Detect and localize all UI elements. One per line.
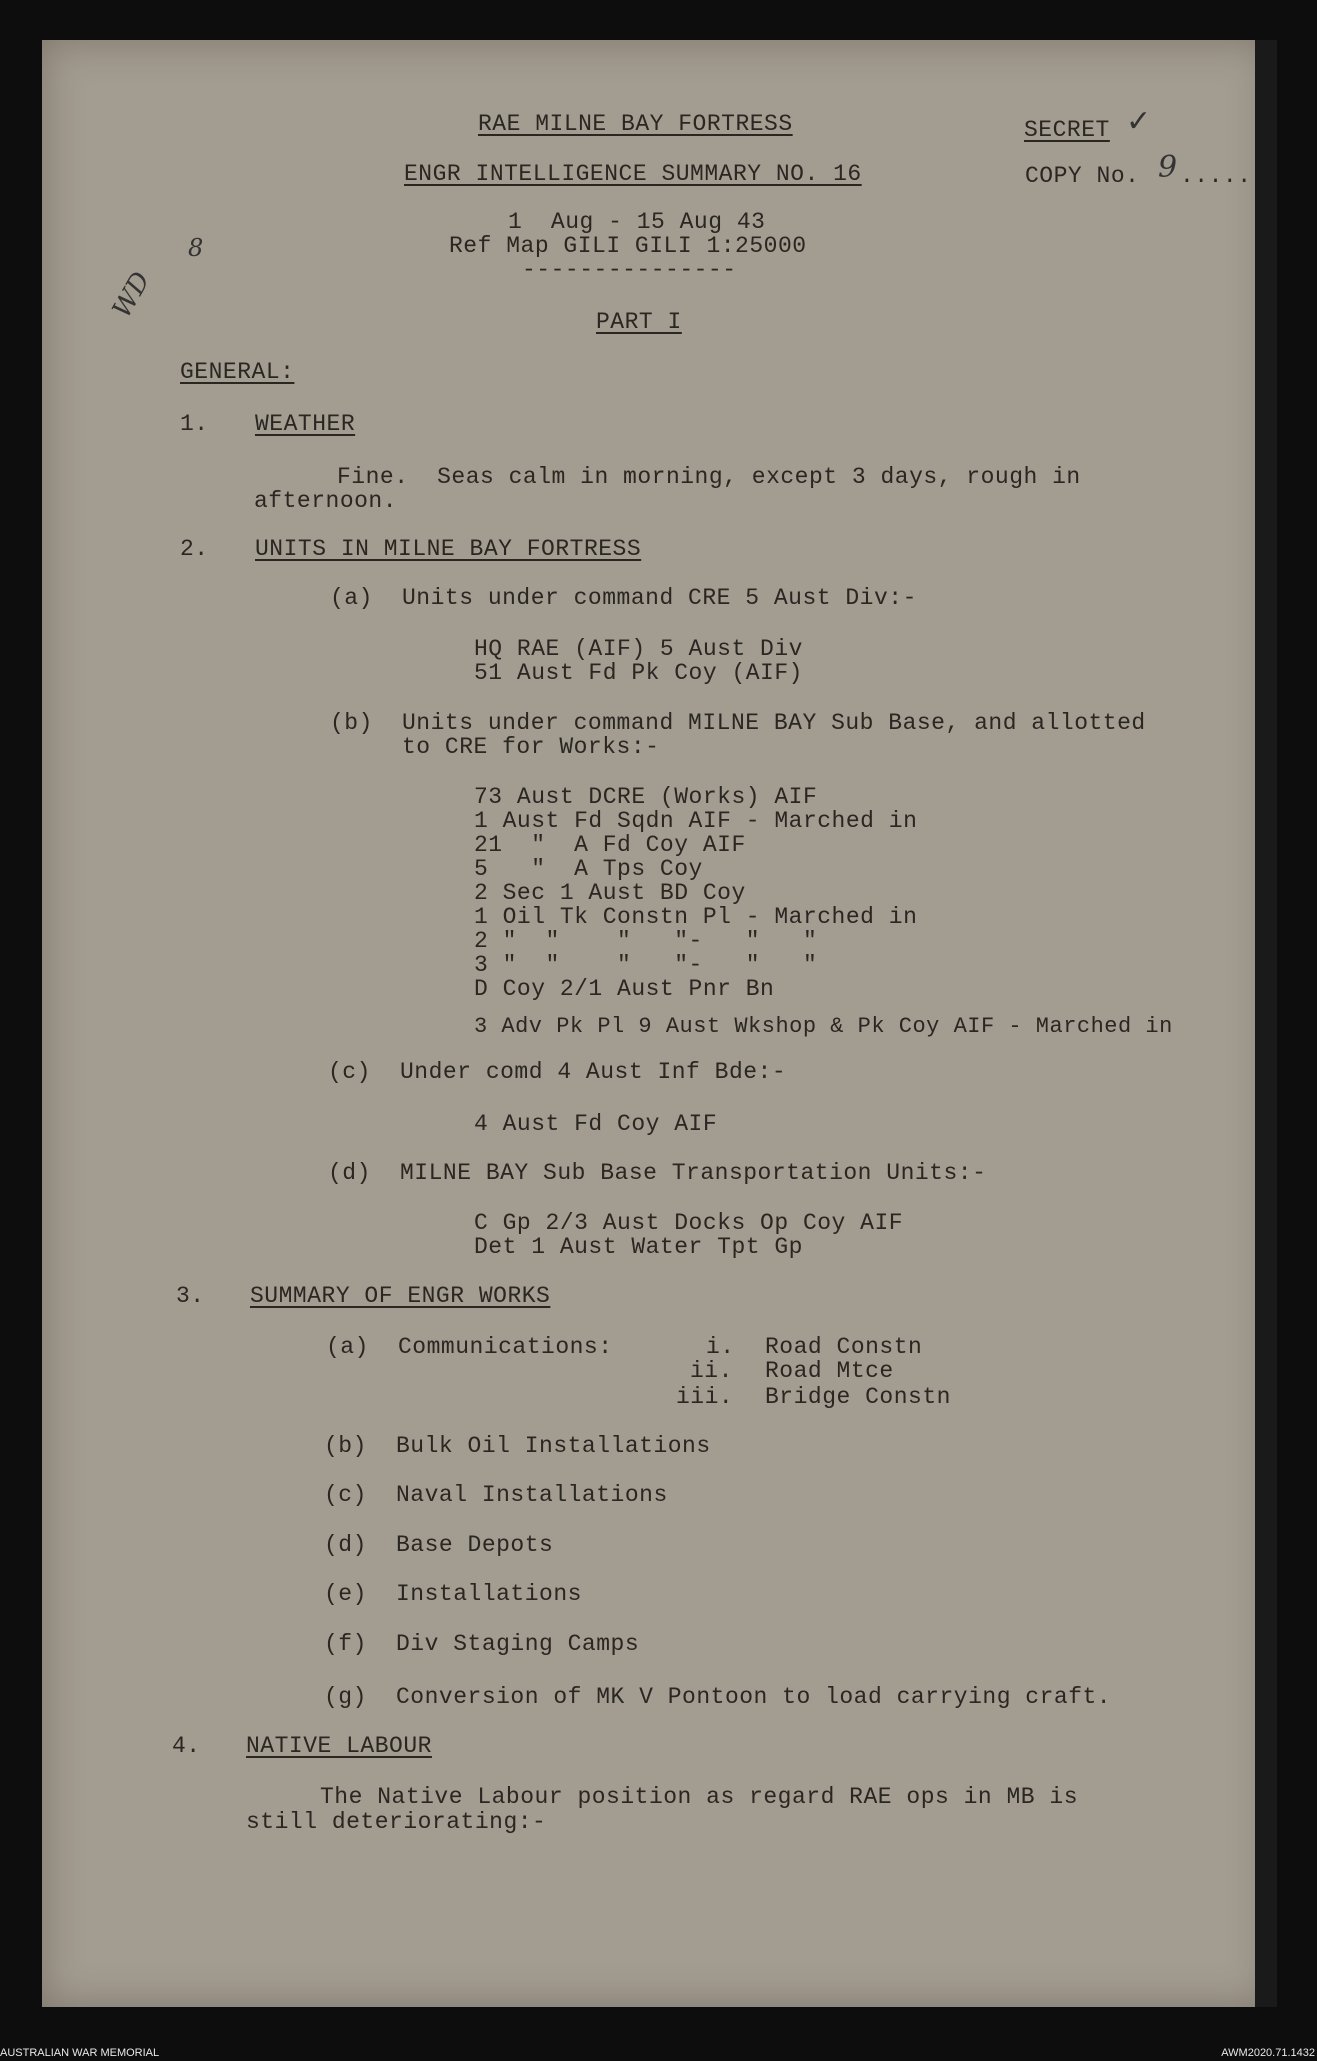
section-3-title: SUMMARY OF ENGR WORKS (250, 1283, 551, 1309)
item-text: Communications: (398, 1334, 613, 1360)
unit-line: 4 Aust Fd Coy AIF (474, 1111, 718, 1137)
item-text: to CRE for Works:- (402, 734, 660, 760)
item-label: (d) (328, 1160, 371, 1186)
ref-map: Ref Map GILI GILI 1:25000 (449, 233, 807, 259)
comms-num: ii. (690, 1358, 733, 1384)
item-text: Under comd 4 Aust Inf Bde:- (400, 1059, 787, 1085)
section-2-number: 2. (180, 536, 209, 562)
item-label: (f) (324, 1631, 367, 1657)
part-heading: PART I (596, 309, 682, 335)
item-text: Units under command MILNE BAY Sub Base, and allotted (402, 710, 1146, 736)
unit-line: Det 1 Aust Water Tpt Gp (474, 1234, 803, 1260)
unit-line: 3 " " " "- " " (474, 952, 818, 978)
item-text: Naval Installations (396, 1482, 668, 1508)
comms-num: i. (706, 1334, 735, 1360)
section-4-title: NATIVE LABOUR (246, 1733, 432, 1759)
item-text: Installations (396, 1581, 582, 1607)
unit-line: 51 Aust Fd Pk Coy (AIF) (474, 660, 803, 686)
item-text: Units under command CRE 5 Aust Div:- (402, 585, 917, 611)
item-label: (e) (324, 1581, 367, 1607)
unit-line: 5 " A Tps Coy (474, 856, 703, 882)
item-text: MILNE BAY Sub Base Transportation Units:- (400, 1160, 987, 1186)
copy-dots: ..... (1180, 163, 1252, 189)
section-1-text: afternoon. (254, 488, 398, 514)
item-label: (a) (326, 1334, 369, 1360)
comms-text: Bridge Constn (765, 1384, 951, 1410)
classification: SECRET (1024, 117, 1110, 143)
unit-line: 2 Sec 1 Aust BD Coy (474, 880, 746, 906)
unit-line: D Coy 2/1 Aust Pnr Bn (474, 976, 775, 1002)
margin-number: 8 (188, 234, 204, 262)
section-4-number: 4. (172, 1733, 201, 1759)
section-4-text: The Native Labour position as regard RAE ops in MB is (320, 1784, 1079, 1810)
item-label: (d) (324, 1532, 367, 1558)
item-label: (b) (324, 1433, 367, 1459)
general-heading: GENERAL: (180, 359, 295, 385)
item-label: (g) (324, 1684, 367, 1710)
item-text: Bulk Oil Installations (396, 1433, 711, 1459)
comms-num: iii. (676, 1384, 734, 1410)
item-label: (c) (324, 1482, 367, 1508)
unit-line: 3 Adv Pk Pl 9 Aust Wkshop & Pk Coy AIF - Marched in (474, 1014, 1173, 1039)
header-rule: --------------- (522, 257, 737, 283)
item-label: (a) (330, 585, 373, 611)
section-3-number: 3. (176, 1283, 205, 1309)
copy-label: COPY No. (1025, 163, 1140, 189)
copy-number: 9 (1158, 150, 1178, 185)
unit-line: C Gp 2/3 Aust Docks Op Coy AIF (474, 1210, 904, 1236)
unit-line: 73 Aust DCRE (Works) AIF (474, 784, 818, 810)
document-title: RAE MILNE BAY FORTRESS (478, 111, 793, 137)
section-1-title: WEATHER (255, 411, 356, 437)
checkmark: ✓ (1126, 104, 1152, 139)
unit-line: 21 " A Fd Coy AIF (474, 832, 746, 858)
unit-line: HQ RAE (AIF) 5 Aust Div (474, 636, 803, 662)
item-label: (b) (330, 710, 373, 736)
comms-text: Road Constn (765, 1334, 923, 1360)
footer-credit: AUSTRALIAN WAR MEMORIAL (0, 2047, 160, 2059)
item-text: Div Staging Camps (396, 1631, 640, 1657)
unit-line: 1 Oil Tk Constn Pl - Marched in (474, 904, 918, 930)
page-edge-shadow (1255, 40, 1277, 2007)
item-text: Conversion of MK V Pontoon to load carrying craft. (396, 1684, 1112, 1710)
section-1-text: Fine. Seas calm in morning, except 3 days, rough in (337, 464, 1081, 490)
unit-line: 1 Aust Fd Sqdn AIF - Marched in (474, 808, 918, 834)
unit-line: 2 " " " "- " " (474, 928, 818, 954)
section-4-text: still deteriorating:- (246, 1809, 547, 1835)
section-2-title: UNITS IN MILNE BAY FORTRESS (255, 536, 642, 562)
item-label: (c) (328, 1059, 371, 1085)
margin-note: WD (106, 266, 157, 324)
period: 1 Aug - 15 Aug 43 (508, 209, 766, 235)
document-subtitle: ENGR INTELLIGENCE SUMMARY NO. 16 (404, 161, 862, 187)
item-text: Base Depots (396, 1532, 554, 1558)
comms-text: Road Mtce (765, 1358, 894, 1384)
footer-accession: AWM2020.71.1432 (1221, 2047, 1315, 2059)
section-1-number: 1. (180, 411, 209, 437)
